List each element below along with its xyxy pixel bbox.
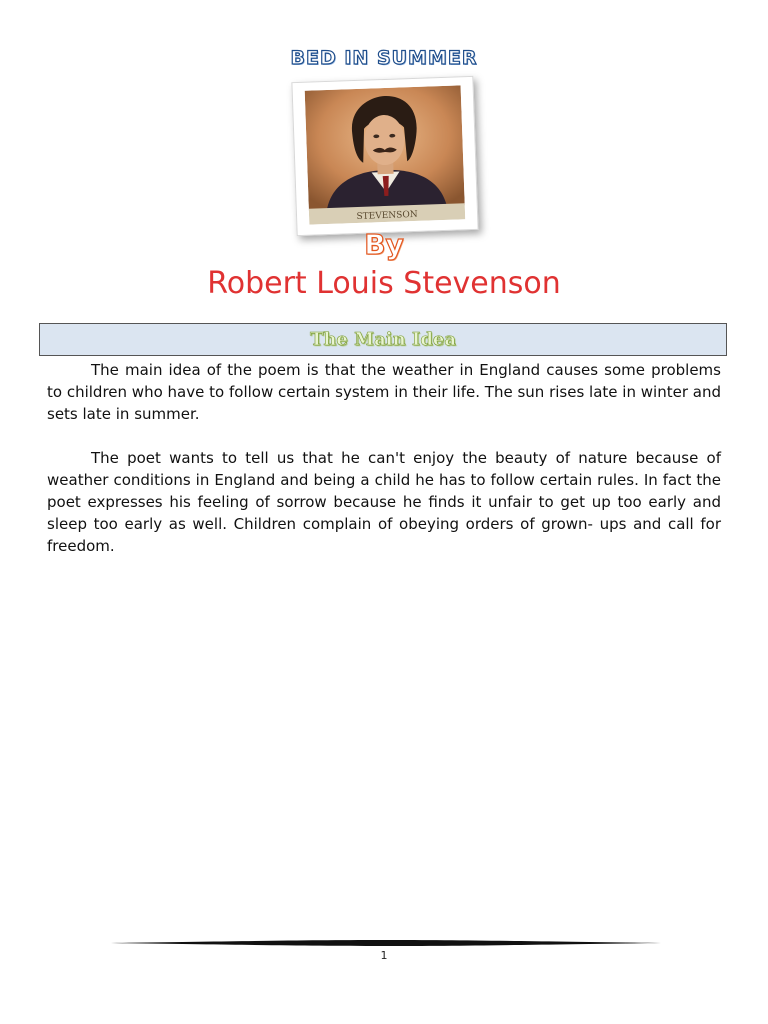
section-heading-box: [39, 323, 727, 356]
page-number: 1: [380, 949, 388, 962]
author-name: Robert Louis Stevenson: [207, 266, 561, 301]
by-label: By: [364, 228, 404, 261]
portrait-caption: STEVENSON: [356, 209, 418, 223]
document-title: BED IN SUMMER: [290, 47, 478, 69]
section-heading: The Main Idea: [309, 329, 457, 350]
footer-divider: [105, 940, 661, 946]
portrait-image: [305, 85, 466, 224]
body-text: [47, 359, 721, 579]
author-portrait: [291, 76, 478, 236]
paragraph-2: The poet wants to tell us that he can't enjoy the beauty of nature because of weather conditions in England and being a child he has to follow certain rules. In fact the poet expresses his feeling of sorrow because he finds it unfair to get up too early and sleep too early as well. Children complain of obeying orders of grown- ups and call for freedom.: [47, 449, 721, 555]
paragraph-1: The main idea of the poem is that the weather in England causes some problems to children who have to follow certain system in their life. The sun rises late in winter and sets late in summer.: [47, 361, 721, 423]
